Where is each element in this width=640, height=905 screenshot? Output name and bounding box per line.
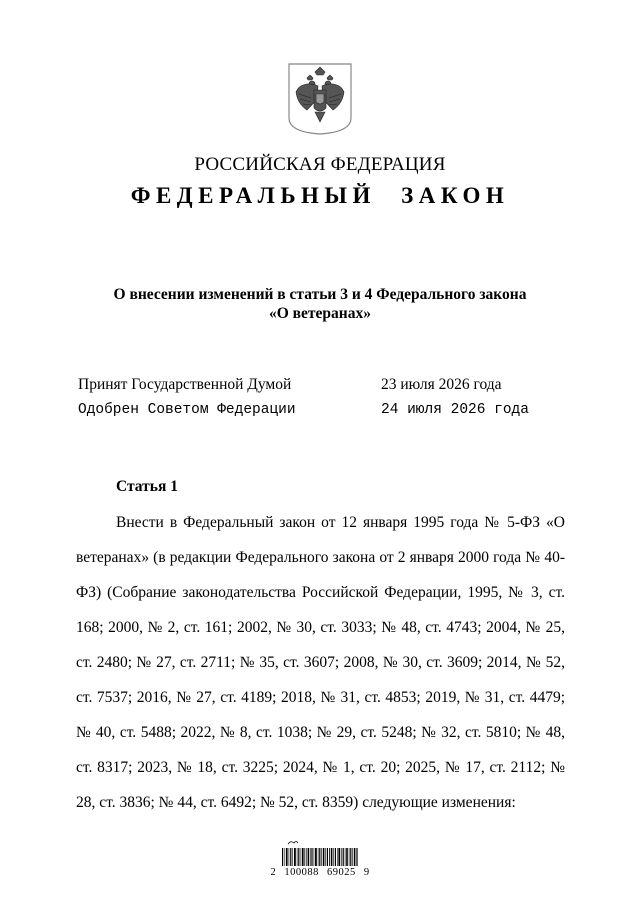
approved-by-council-label: Одобрен Советом Федерации [78,402,296,418]
law-title-line-2: «О ветеранах» [269,305,371,322]
adopted-by-duma-date: 23 июля 2026 года [381,376,502,393]
article-text: Внести в Федеральный закон от 12 января 1995 года № 5-ФЗ «О ветеранах» (в редакции Федерального закона от 2 января 2000 года № 40-ФЗ) (Собрание законодательства Российской Федерации, 1995, № 3, ст. 168; 2000, № 2, ст. 161; 2002, № 30, ст. 3033; № 48, ст. 4743; 2004, № 25, ст. 2480; № 27, ст. 2711; № 35, ст. 3607; 2008, № 30, ст. 3609; 2014, № 52, ст. 7537; 2016, № 27, ст. 4189; 2018, № 31, ст. 4853; 2019, № 31, ст. 4479; № 40, ст. 5488; 2022, № 8, ст. 1038; № 29, ст. 5248; № 32, ст. 5810; № 48, ст. 8317; 2023, № 18, ст. 3225; 2024, № 1, ст. 20; 2025, № 17, ст. 2112; № 28, ст. 3836; № 44, ст. 6492; № 52, ст. 8359) следующие изменения: [76,514,565,811]
article-heading: Статья 1 [116,478,178,495]
law-title [60,285,580,323]
barcode [270,836,370,886]
adopted-by-duma-label: Принят Государственной Думой [78,376,292,393]
barcode-number: 2 100088 69025 9 [270,867,370,878]
article-body [76,505,565,820]
country-name: РОССИЙСКАЯ ФЕДЕРАЦИЯ [194,154,446,175]
approved-by-council-date: 24 июля 2026 года [381,402,529,418]
law-title-line-1: О внесении изменений в статьи 3 и 4 Федерального закона [113,286,527,303]
document-type-heading: ФЕДЕРАЛЬНЫЙ ЗАКОН [130,183,510,208]
coat-of-arms-emblem [287,62,353,136]
